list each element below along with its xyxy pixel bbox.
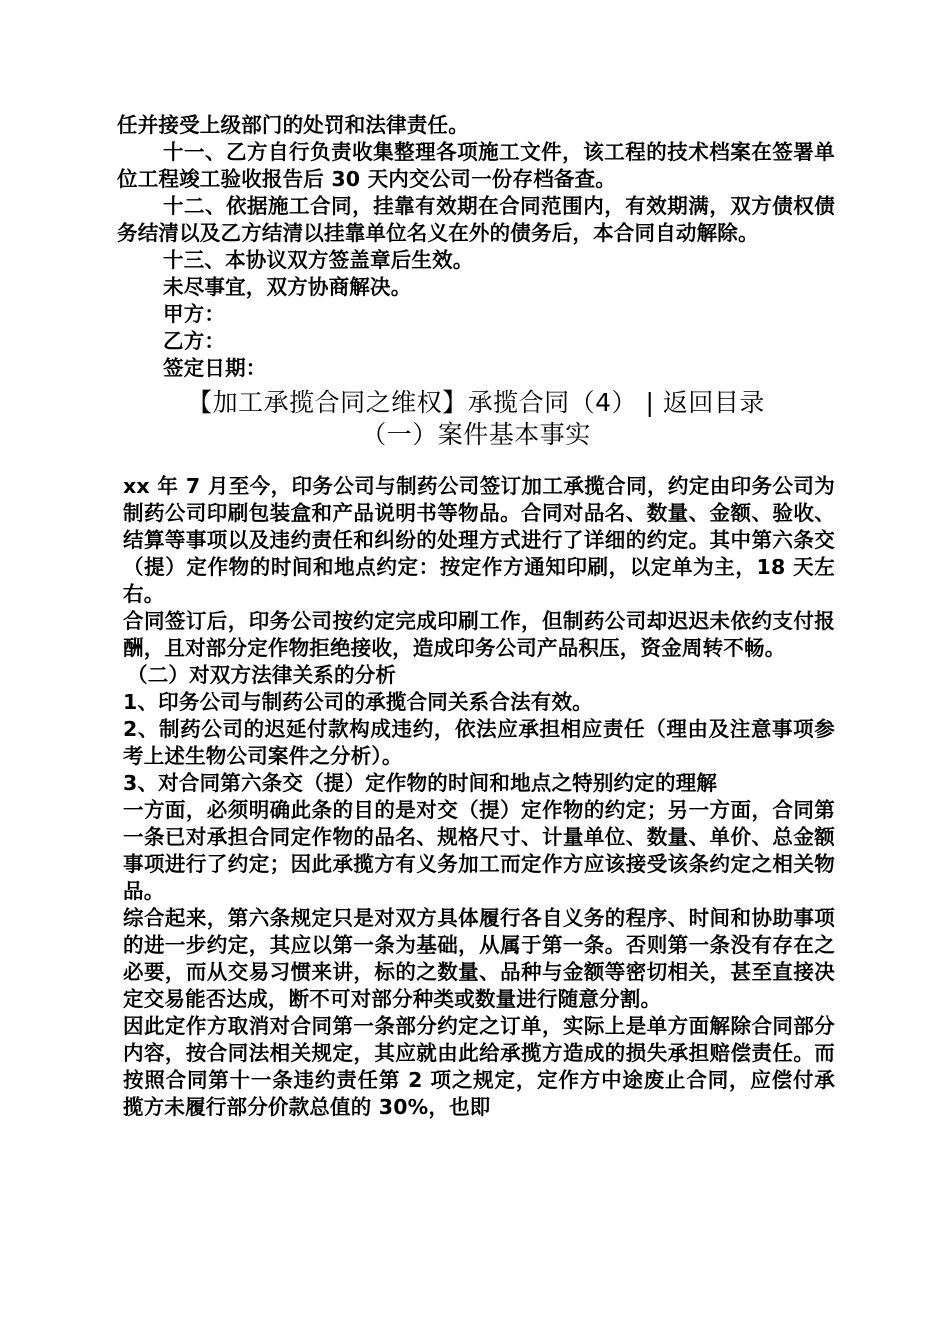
paragraph-responsibility-end: 任并接受上级部门的处罚和法律责任。 (117, 113, 469, 137)
clause-12: 十二、依据施工合同，挂靠有效期在合同范围内，有效期满，双方债权债务结清以及乙方结清以挂靠单位名义在外的债务后，本合同自动解除。 (117, 194, 835, 245)
analysis-point-3: 3、对合同第六条交（提）定作物的时间和地点之特别约定的理解 (123, 771, 718, 795)
case-facts-paragraph-2: 合同签订后，印务公司按约定完成印刷工作，但制药公司却迟迟未依约支付报酬，且对部分定作物拒绝接收，造成印务公司产品积压，资金周转不畅。 (123, 609, 835, 660)
analysis-paragraph-2: 综合起来，第六条规定只是对双方具体履行各自义务的程序、时间和协助事项的进一步约定，其应以第一条为基础，从属于第一条。否则第一条没有存在之必要，而从交易习惯来讲，标的之数量、品种与金额等密切相关，甚至直接决定交易能否达成，断不可对部分种类或数量进行随意分割。 (123, 906, 835, 1011)
section-title: 【加工承揽合同之维权】承揽合同（4） | 返回目录 (187, 388, 765, 417)
analysis-point-1: 1、印务公司与制药公司的承揽合同关系合法有效。 (123, 690, 593, 714)
clause-13: 十三、本协议双方签盖章后生效。 (163, 248, 474, 272)
document-page (117, 112, 835, 1121)
analysis-paragraph-1: 一方面，必须明确此条的目的是对交（提）定作物的约定；另一方面，合同第一条已对承担合同定作物的品名、规格尺寸、计量单位、数量、单价、总金额事项进行了约定；因此承揽方有义务加工而定作方应该接受该条约定之相关物品。 (123, 798, 835, 903)
analysis-heading: （二）对双方法律关系的分析 (127, 663, 397, 687)
section-subtitle: （一）案件基本事实 (361, 420, 591, 449)
case-facts-paragraph: xx 年 7 月至今，印务公司与制药公司签订加工承揽合同，约定由印务公司为制药公司印刷包装盒和产品说明书等物品。合同对品名、数量、金额、验收、结算等事项以及违约责任和纠纷的处理方式进行了详细的约定。其中第六条交（提）定作物的时间和地点约定：按定作方通知印刷，以定单为主，18 天左右。 (123, 474, 835, 606)
sign-date-label: 签定日期： (163, 356, 267, 380)
unresolved-matters: 未尽事宜，双方协商解决。 (163, 275, 412, 299)
analysis-paragraph-3: 因此定作方取消对合同第一条部分约定之订单，实际上是单方面解除合同部分内容，按合同法相关规定，其应就由此给承揽方造成的损失承担赔偿责任。而按照合同第十一条违约责任第 2 项之规定，定作方中途废止合同，应偿付承揽方未履行部分价款总值的 30%，也即 (123, 1014, 835, 1119)
party-a-label: 甲方： (163, 302, 226, 326)
clause-11: 十一、乙方自行负责收集整理各项施工文件，该工程的技术档案在签署单位工程竣工验收报告后 30 天内交公司一份存档备查。 (117, 140, 835, 191)
party-b-label: 乙方： (163, 329, 226, 353)
analysis-point-2: 2、制药公司的迟延付款构成违约，依法应承担相应责任（理由及注意事项参考上述生物公司案件之分析）。 (123, 717, 835, 768)
